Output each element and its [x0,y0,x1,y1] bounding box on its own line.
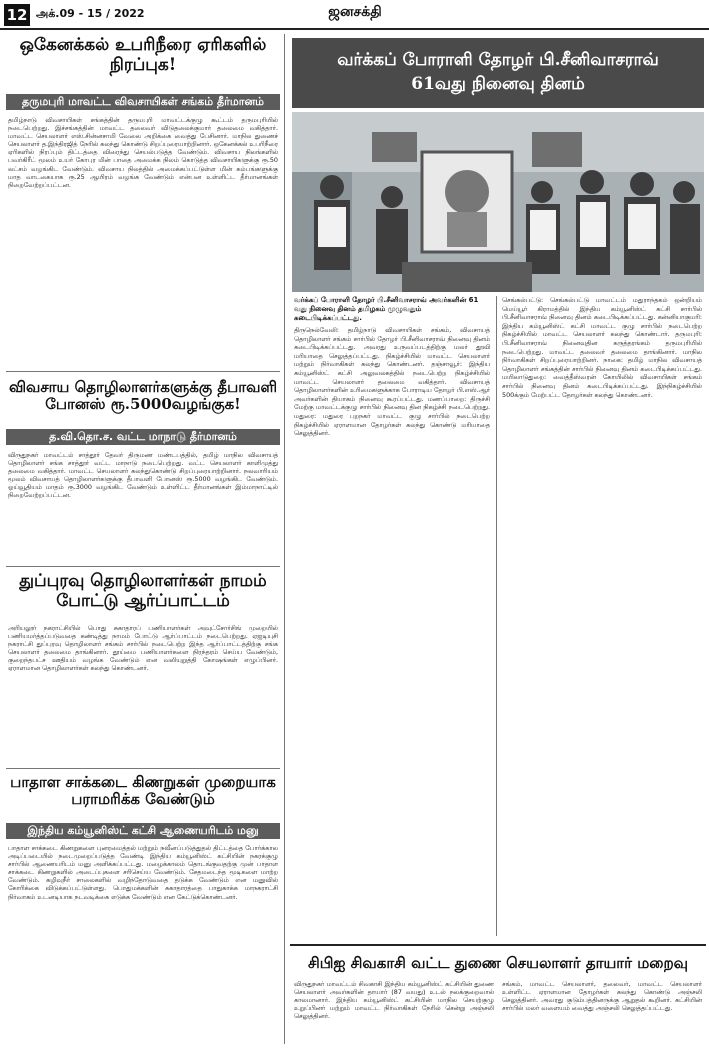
page-header [0,0,709,30]
obituary-body-col2: சங்கம், மாவட்ட செயலாளர், தலைவர், மாவட்ட செயலாளர் உள்ளிட்ட ஏராளமான தோழர்கள் கலந்து கொண்டு அஞ்சலி செலுத்தினர். அவரது குடும்பத்தினருக்கு ஆறுதல் கூறினர். கட்சியின் சார்பில் மலர் வளையம் வைத்து அஞ்சலி செலுத்தப்பட்டது. [502,980,702,1013]
article1-subhead: தருமபுரி மாவட்ட விவசாயிகள் சங்கம் தீர்மானம் [6,94,280,110]
article4-body: பாதாள சாக்கடை கிணறுகளை புனரமைத்தல் மற்றும் நவீனப்படுத்துதல் திட்டத்தை போர்க்கால அடிப்படையில் நடைமுறைப்படுத்த வேண்டி இந்திய கம்யூனிஸ்ட் கட்சியின் நகரக்குழு சார்பில் ஆணையரிடம் மனு அளிக்கப்பட்டது. மழைக்காலம் தொடங்குவதற்கு முன் பாதாள சாக்கடை கிணறுகளில் அடைப்புகளை சரிசெய்ய வேண்டும். சேதமடைந்த மூடிகளை மாற்ற வேண்டும். கழிவுநீர் சாலைகளில் வழிந்தோடுவதை தடுக்க வேண்டும் என மனுவில் கோரிக்கை விடுக்கப்பட்டுள்ளது. பொதுமக்களின் சுகாதாரத்தை பாதுகாக்க மாநகராட்சி நிர்வாகம் உடனடியாக நடவடிக்கை எடுக்க வேண்டும் என கேட்டுக்கொண்டனர். [8,844,278,901]
article1-headline: ஒகேனக்கல் உபரிநீரை ஏரிகளில் நிரப்புக! [19,35,267,75]
article3-body: அரியலூர் நகராட்சியில் பொது சுகாதாரப் பணியாளர்கள் அவுட்சோர்சிங் முறையில் பணியமர்த்தப்படுவதை கண்டித்து நாமம் போட்டு ஆர்ப்பாட்டம் நடைபெற்றது. ஏஐடியுசி நகராட்சி துப்புரவு தொழிலாளர் சங்கம் சார்பில் நடைபெற்ற இந்த ஆர்ப்பாட்டத்திற்கு சங்க செயலாளர் தலைமை தாங்கினார். தூய்மை பணியாளர்களை நிரந்தரம் செய்ய வேண்டும், குறைந்தபட்ச ஊதியம் வழங்க வேண்டும் என வலியுறுத்தி கோஷங்கள் எழுப்பினர். ஏராளமான தொழிலாளர்கள் கலந்து கொண்டனர். [8,624,278,673]
separator [290,944,706,946]
separator [6,768,280,769]
separator [6,371,280,372]
article2-subhead: த.வி.தொ.ச. வட்ட மாநாடு தீர்மானம் [6,429,280,445]
page-number: 12 [4,4,30,26]
obituary-headline: சிபிஐ சிவகாசி வட்ட துணை செயலாளர் தாயார் மறைவு [307,954,689,972]
article2-body: விருதுநகர் மாவட்டம் சாத்தூர் தேவர் திருமண மண்டபத்தில், தமிழ் மாநில விவசாயத் தொழிலாளர் சங்க சாத்தூர் வட்ட மாநாடு நடைபெற்றது. வட்ட செயலாளர் காளிமுத்து தலைமை வகித்தார். மாவட்ட செயலாளர் கலந்துகொண்டு சிறப்புரையாற்றினார். நலவாரியம் மூலம் விவசாயத் தொழிலாளர்களுக்கு தீபாவளி போனஸ் ரூ.5000 வழங்கிட வேண்டும். ஓய்வூதியம் மாதம் ரூ.3000 வழங்கிட வேண்டும் உள்ளிட்ட தீர்மானங்கள் இம்மாநாட்டில் நிறைவேற்றப்பட்டன. [8,451,278,500]
memorial-body-col1: திருநெல்வேலி: தமிழ்நாடு விவசாயிகள் சங்கம், விவசாயத் தொழிலாளர் சங்கம் சார்பில் தோழர் பி.சீனிவாசராவ் நினைவு தினம் கடைபிடிக்கப்பட்டது. அவரது உருவப்படத்திற்கு மலர் தூவி மரியாதை செலுத்தப்பட்டது. நிகழ்ச்சியில் மாவட்ட செயலாளர் மற்றும் நிர்வாகிகள் கலந்து கொண்டனர். தஞ்சாவூர்: இந்திய கம்யூனிஸ்ட் கட்சி அலுவலகத்தில் நடைபெற்ற நிகழ்ச்சியில் மாவட்ட செயலாளர் தலைமை வகித்தார். விவசாயத் தொழிலாளர்களின் உரிமைகளுக்காக போராடிய தோழர் பி.எஸ்.ஆர் அவர்களின் தியாகம் நினைவு கூரப்பட்டது. மணப்பாறை: திருச்சி மேற்கு மாவட்டக்குழு சார்பில் நினைவு தின நிகழ்ச்சி நடைபெற்றது. மதுரை: மதுரை புறநகர் மாவட்ட குழு சார்பில் நடைபெற்ற நிகழ்ச்சியில் ஏராளமான தோழர்கள் கலந்து கொண்டு மரியாதை செலுத்தினர். [294,326,490,438]
separator [6,566,280,567]
masthead: ஜனசக்தி [328,4,382,20]
column-divider [284,34,285,1044]
obituary-body-col1: விருதுநகர் மாவட்டம் சிவகாசி இந்திய கம்யூனிஸ்ட் கட்சியின் துணை செயலாளர் அவர்களின் தாயார் (87 வயது) உடல் நலக்குறைவால் காலமானார். இந்திய கம்யூனிஸ்ட் கட்சியின் மாநில செயற்குழு உறுப்பினர் மற்றும் மாவட்ட நிர்வாகிகள் நேரில் சென்று அஞ்சலி செலுத்தினர். [294,980,494,1021]
article2-headline: விவசாய தொழிலாளர்களுக்கு தீபாவளி போனஸ் ரூ.5000வழங்குக! [8,378,278,414]
memorial-body-col2: செங்கல்பட்டு: செங்கல்பட்டு மாவட்டம் மதுராந்தகம் ஒன்றியம் மெய்யூர் கிராமத்தில் இந்திய கம்யூனிஸ்ட் கட்சி சார்பில் பி.சீனிவாசராவ் நினைவு தினம் கடைபிடிக்கப்பட்டது. கன்னியாகுமரி: இந்திய கம்யூனிஸ்ட் கட்சி மாவட்ட குழு சார்பில் நடைபெற்ற நிகழ்ச்சியில் மாவட்ட செயலாளர் கலந்து கொண்டார். தருமபுரி: பி.சீனிவாசராவ் நினைவுதின கருத்தரங்கம் தருமபுரியில் நடைபெற்றது. மாவட்ட தலைவர் தலைமை தாங்கினார். மாநில நிர்வாகிகள் சிறப்புரையாற்றினர். நாகை: தமிழ் மாநில விவசாயத் தொழிலாளர் சங்கத்தின் சார்பில் நினைவு தினம் கடைபிடிக்கப்பட்டது. மயிலாடுதுறை: வைத்தீஸ்வரன் கோயிலில் விவசாயிகள் சங்கம் சார்பில் நினைவு தினம் கடைபிடிக்கப்பட்டது. இந்நிகழ்ச்சியில் 500க்கும் மேற்பட்ட தோழர்கள் கலந்து கொண்டனர். [502,296,702,399]
article3-headline: துப்புரவு தொழிலாளர்கள் நாமம் போட்டு ஆர்ப்பாட்டம் [19,571,267,611]
left-column [6,36,280,1046]
inner-column-divider [496,296,497,936]
photo-caption: வர்க்கப் போராளி தோழர் பி.சீனிவாசராவ் அவர்களின் 61 வது நினைவு தினம் தமிழகம் முழுவதும் கடைபிடிக்கப்பட்டது. [294,296,479,322]
memorial-photo [292,112,704,292]
memorial-banner: வர்க்கப் போராளி தோழர் பி.சீனிவாசராவ் 61வது நினைவு தினம் [292,38,704,108]
article4-subhead: இந்திய கம்யூனிஸ்ட் கட்சி ஆணையரிடம் மனு [6,823,280,839]
memorial-photo-illustration [292,112,704,292]
article1-body: தமிழ்நாடு விவசாயிகள் சங்கத்தின் தருமபுரி மாவட்டக்குழு கூட்டம் தருமபுரியில் நடைபெற்றது. இச்சங்கத்தின் மாவட்ட தலைவர் விடுதலைக்குமார் தலைமை வகித்தார். மாவட்ட செயலாளர் எஸ்.சின்னசாமி வேலை அறிக்கை வைத்து பேசினார். மாநில துணைச் செயலாளர் த.இந்திரஜித் நேரில் கலந்து கொண்டு சிறப்புரையாற்றினார். ஒகேனக்கல் உபரிநீரை ஏரிகளில் நிரப்பும் திட்டத்தை விரைந்து செயல்படுத்த வேண்டும். விவசாய நிலங்களில் பவர்கிரீட் மூலம் உயர் கோபுர மின் பாதை அமைக்க நிலம் கொடுத்த விவசாயிகளுக்கு ரூ.50 லட்சம் வழங்கிட வேண்டும். விவசாய நிலத்தில் அமைக்கப்பட்டுள்ள மின் கம்பங்களுக்கு மாத வாடகையாக ரூ.25 ஆயிரம் வழங்க வேண்டும் என்பன உள்ளிட்ட தீர்மானங்கள் நிறைவேற்றப்பட்டன. [8,116,278,189]
article4-headline: பாதாள சாக்கடை கிணறுகள் முறையாக பராமரிக்க வேண்டும் [10,773,276,809]
issue-date: அக்.09 - 15 / 2022 [36,7,145,20]
